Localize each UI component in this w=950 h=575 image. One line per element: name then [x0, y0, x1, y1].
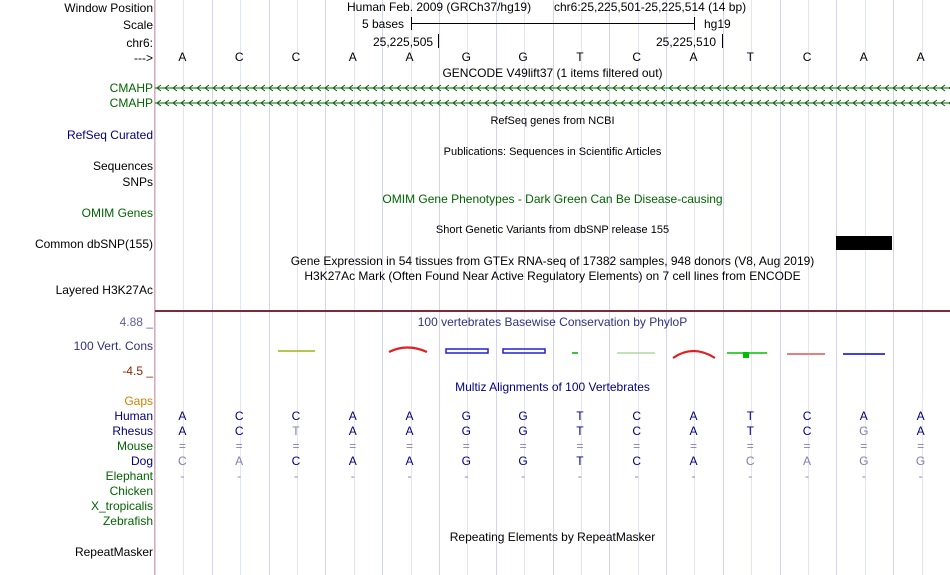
species-label[interactable]: Zebrafish — [102, 514, 153, 528]
alignment-base: = — [178, 439, 186, 453]
strand-arrow-label[interactable]: ---> — [134, 51, 153, 65]
alignment-base: A — [235, 454, 244, 468]
alignment-base: - — [918, 469, 923, 483]
alignment-base: C — [632, 424, 641, 438]
track-separator — [155, 310, 950, 312]
base-letter: T — [576, 50, 584, 64]
alignment-base: C — [178, 454, 187, 468]
base-letter: T — [746, 50, 754, 64]
alignment-base: C — [632, 454, 641, 468]
alignment-base: A — [916, 424, 925, 438]
alignment-base: - — [521, 469, 526, 483]
refseq-label[interactable]: RefSeq Curated — [66, 128, 153, 142]
alignment-base: G — [915, 454, 926, 468]
alignment-base: T — [576, 409, 584, 423]
base-letter: G — [518, 50, 528, 64]
base-letter: A — [348, 50, 357, 64]
species-label[interactable]: Elephant — [105, 469, 153, 483]
alignment-base: - — [350, 469, 355, 483]
gaps-label[interactable]: Gaps — [124, 394, 153, 408]
alignment-base: - — [407, 469, 412, 483]
window-position-label: Window Position — [64, 1, 153, 15]
gene-cmahp-2-strand[interactable] — [155, 97, 950, 109]
gene-label-cmahp-1[interactable]: CMAHP — [109, 81, 153, 95]
h3k27ac-title: H3K27Ac Mark (Often Found Near Active Regulatory Elements) on 7 cell lines from ENCODE — [304, 269, 801, 283]
omim-label[interactable]: OMIM Genes — [81, 206, 153, 220]
alignment-base: - — [237, 469, 242, 483]
alignment-base: A — [348, 409, 357, 423]
alignment-base: = — [746, 439, 754, 453]
dbsnp-title: Short Genetic Variants from dbSNP release 155 — [435, 224, 670, 236]
coord-tick-1 — [438, 34, 439, 48]
gene-label-cmahp-2[interactable]: CMAHP — [109, 96, 153, 110]
alignment-base: A — [916, 409, 925, 423]
h3k27ac-label[interactable]: Layered H3K27Ac — [55, 283, 153, 297]
multiz-title: Multiz Alignments of 100 Vertebrates — [455, 380, 650, 394]
alignment-base: G — [518, 424, 528, 438]
cons-min-label: -4.5 _ — [122, 364, 153, 378]
alignment-base: = — [633, 439, 641, 453]
alignment-base: = — [803, 439, 811, 453]
alignment-base: G — [518, 409, 528, 423]
species-label[interactable]: Human — [114, 409, 153, 423]
alignment-base: - — [691, 469, 696, 483]
gene-cmahp-1-strand[interactable] — [155, 82, 950, 94]
base-letter: A — [916, 50, 925, 64]
alignment-base: T — [746, 424, 754, 438]
alignment-base: A — [689, 409, 698, 423]
alignment-base: G — [859, 454, 869, 468]
base-letter: C — [802, 50, 812, 64]
alignment-base: C — [291, 409, 301, 423]
base-letter: C — [632, 50, 641, 64]
alignment-base: = — [462, 439, 470, 453]
species-label[interactable]: Mouse — [116, 439, 153, 453]
scale-label: Scale — [122, 18, 153, 32]
coord-tick-2 — [722, 34, 723, 48]
alignment-base: A — [859, 409, 868, 423]
cons-max-label: 4.88 _ — [119, 315, 153, 329]
species-label[interactable]: Dog — [130, 454, 153, 468]
base-letter: A — [689, 50, 698, 64]
base-letter: C — [291, 50, 301, 64]
alignment-base: - — [464, 469, 469, 483]
alignment-base: C — [745, 454, 755, 468]
alignment-base: - — [748, 469, 753, 483]
alignment-base: T — [746, 409, 754, 423]
coord-label-2: 25,225,510 — [656, 35, 717, 49]
chrom-label: chr6: — [126, 36, 153, 50]
base-letter: A — [859, 50, 868, 64]
alignment-base: - — [577, 469, 582, 483]
repeat-title: Repeating Elements by RepeatMasker — [449, 530, 656, 544]
phylop-mark — [446, 349, 488, 353]
alignment-base: G — [859, 424, 869, 438]
snps-label[interactable]: SNPs — [122, 175, 153, 189]
alignment-base: T — [576, 454, 584, 468]
alignment-base: = — [576, 439, 584, 453]
phylop-mark — [743, 352, 749, 358]
alignment-base: C — [234, 409, 244, 423]
alignment-base: A — [803, 454, 812, 468]
alignment-base: - — [861, 469, 866, 483]
gencode-title: GENCODE V49lift37 (1 items filtered out) — [442, 66, 663, 80]
alignment-base: A — [178, 409, 187, 423]
base-letter: A — [178, 50, 187, 64]
refseq-title: RefSeq genes from NCBI — [490, 115, 615, 127]
alignment-base: A — [689, 454, 698, 468]
alignment-base: - — [805, 469, 810, 483]
repeatmasker-label[interactable]: RepeatMasker — [74, 545, 153, 559]
alignment-base: A — [689, 424, 698, 438]
alignment-base: C — [632, 409, 641, 423]
position-readout: chr6:25,225,501-25,225,514 (14 bp) — [554, 0, 747, 14]
alignment-base: - — [293, 469, 298, 483]
coord-label-1: 25,225,505 — [373, 35, 434, 49]
scale-bar — [411, 17, 695, 30]
alignment-base: = — [689, 439, 697, 453]
alignment-base: - — [180, 469, 185, 483]
alignment-base: = — [519, 439, 527, 453]
publications-title: Publications: Sequences in Scientific Articles — [443, 146, 662, 158]
alignment-base: G — [461, 424, 471, 438]
alignment-base: = — [349, 439, 357, 453]
alignment-base: C — [234, 424, 244, 438]
alignment-base: A — [405, 409, 414, 423]
alignment-base: G — [518, 454, 528, 468]
phylop-title: 100 vertebrates Basewise Conservation by PhyloP — [417, 315, 688, 329]
alignment-base: G — [461, 409, 471, 423]
base-letter: C — [234, 50, 244, 64]
alignment-base: = — [292, 439, 300, 453]
species-label[interactable]: Rhesus — [112, 424, 153, 438]
base-letter: A — [405, 50, 414, 64]
alignment-base: A — [348, 424, 357, 438]
alignment-base: = — [860, 439, 868, 453]
base-letter: G — [461, 50, 471, 64]
alignment-base: C — [291, 454, 301, 468]
alignment-base: = — [235, 439, 243, 453]
alignment-base: C — [802, 424, 812, 438]
sequences-label[interactable]: Sequences — [92, 159, 153, 173]
alignment-base: A — [348, 454, 357, 468]
dbsnp-variant-block[interactable] — [836, 236, 892, 250]
phylop-mark — [389, 348, 427, 353]
scale-text: 5 bases — [362, 17, 405, 31]
gtex-title: Gene Expression in 54 tissues from GTEx RNA-seq of 17382 samples, 948 donors (V8, Aug 2019) — [290, 254, 815, 268]
dbsnp-label[interactable]: Common dbSNP(155) — [34, 237, 153, 251]
alignment-base: = — [406, 439, 414, 453]
phylop-mark — [673, 351, 715, 358]
species-label[interactable]: Chicken — [109, 484, 153, 498]
alignment-base: T — [292, 424, 300, 438]
species-label[interactable]: X_tropicalis — [90, 499, 153, 513]
cons-label[interactable]: 100 Vert. Cons — [73, 339, 153, 353]
alignment-base: A — [178, 424, 187, 438]
alignment-base: G — [461, 454, 471, 468]
omim-title: OMIM Gene Phenotypes - Dark Green Can Be Disease-causing — [382, 192, 723, 206]
phylop-plot[interactable] — [155, 330, 950, 370]
alignment-base: T — [576, 424, 584, 438]
phylop-mark — [503, 349, 545, 353]
alignment-base: - — [634, 469, 639, 483]
assembly-title: Human Feb. 2009 (GRCh37/hg19) — [347, 0, 532, 14]
scale-db: hg19 — [704, 17, 731, 31]
alignment-base: = — [917, 439, 925, 453]
alignment-base: A — [405, 424, 414, 438]
alignment-base: C — [802, 409, 812, 423]
alignment-base: A — [405, 454, 414, 468]
